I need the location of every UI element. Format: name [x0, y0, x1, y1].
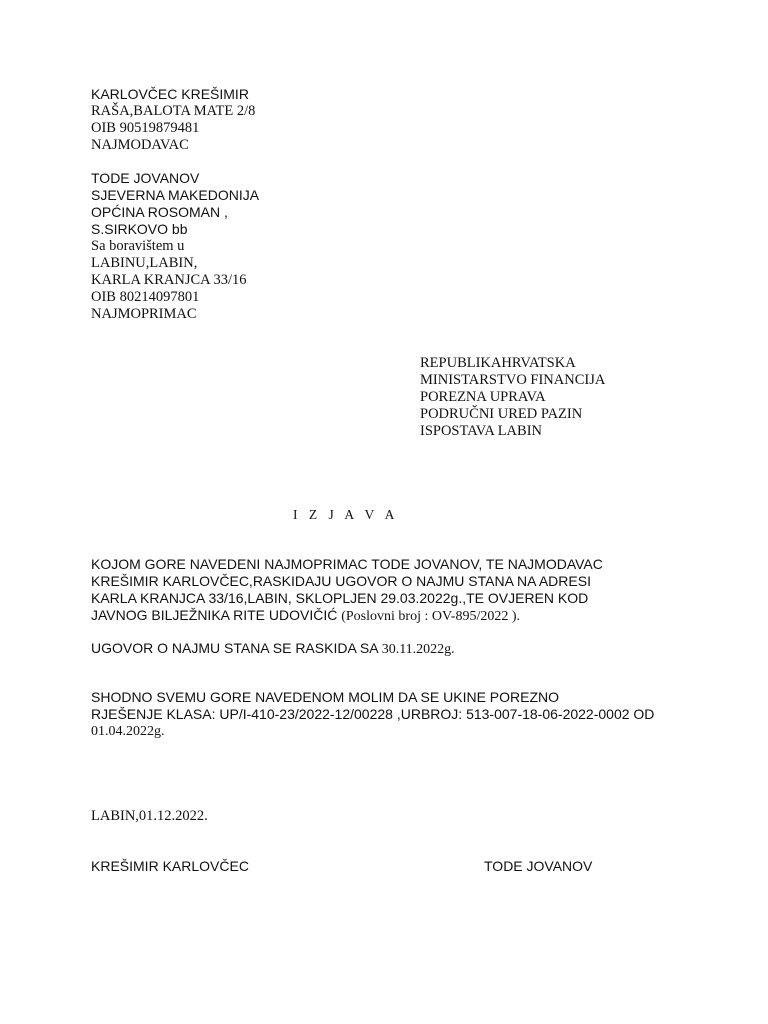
- tenant-residence-note: Sa boravištem u: [91, 238, 185, 254]
- body-p1-line-3: KARLA KRANJCA 33/16,LABIN, SKLOPLJEN 29.03.2022g.,TE OVJEREN KOD: [91, 590, 589, 606]
- landlord-oib: OIB 90519879481: [91, 120, 200, 136]
- tenant-role: NAJMOPRIMAC: [91, 306, 197, 322]
- tenant-municipality: OPĆINA ROSOMAN ,: [91, 204, 228, 220]
- signature-right: TODE JOVANOV: [484, 858, 593, 874]
- landlord-role: NAJMODAVAC: [91, 137, 189, 153]
- body-p3-line-2: RJEŠENJE KLASA: UP/I-410-23/2022-12/00228 ,URBROJ: 513-007-18-06-2022-0002 OD: [91, 706, 655, 722]
- tenant-country: SJEVERNA MAKEDONIJA: [91, 187, 260, 203]
- landlord-address: RAŠA,BALOTA MATE 2/8: [91, 103, 256, 119]
- recipient-block: [420, 355, 605, 440]
- landlord-block: [91, 86, 255, 154]
- landlord-name: KARLOVČEC KREŠIMIR: [91, 86, 249, 102]
- body-p2-date: 30.11.2022g.: [381, 642, 455, 657]
- tenant-residence-city: LABINU,LABIN,: [91, 255, 198, 271]
- body-p1-line-4-notary: JAVNOG BILJEŽNIKA RITE UDOVIČIĆ: [91, 607, 342, 623]
- body-paragraph-1: [91, 556, 681, 625]
- recipient-line-3: POREZNA UPRAVA: [420, 389, 546, 405]
- tenant-residence-address: KARLA KRANJCA 33/16: [91, 272, 247, 288]
- tenant-name: TODE JOVANOV: [91, 170, 200, 186]
- body-p3-line-3: 01.04.2022g.: [91, 724, 165, 739]
- body-p1-line-2: KREŠIMIR KARLOVČEC,RASKIDAJU UGOVOR O NAJMU STANA NA ADRESI: [91, 573, 591, 589]
- body-p1-line-4-reference: (Poslovni broj : OV-895/2022 ).: [341, 609, 521, 624]
- document-title: I Z J A V A: [293, 507, 399, 522]
- body-paragraph-2: [91, 640, 681, 658]
- tenant-block: [91, 170, 259, 323]
- body-paragraph-3: [91, 689, 681, 740]
- recipient-line-2: MINISTARSTVO FINANCIJA: [420, 372, 606, 388]
- recipient-line-5: ISPOSTAVA LABIN: [420, 423, 542, 439]
- tenant-village: S.SIRKOVO bb: [91, 221, 188, 237]
- recipient-line-4: PODRUČNI URED PAZIN: [420, 406, 583, 422]
- tenant-oib: OIB 80214097801: [91, 289, 200, 305]
- signature-left: KREŠIMIR KARLOVČEC: [91, 858, 249, 874]
- body-p1-line-1: KOJOM GORE NAVEDENI NAJMOPRIMAC TODE JOVANOV, TE NAJMODAVAC: [91, 556, 603, 572]
- place-date: LABIN,01.12.2022.: [91, 808, 208, 824]
- body-p2-text: UGOVOR O NAJMU STANA SE RASKIDA SA: [91, 640, 382, 656]
- recipient-line-1: REPUBLIKAHRVATSKA: [420, 355, 576, 371]
- body-p3-line-1: SHODNO SVEMU GORE NAVEDENOM MOLIM DA SE UKINE POREZNO: [91, 689, 560, 705]
